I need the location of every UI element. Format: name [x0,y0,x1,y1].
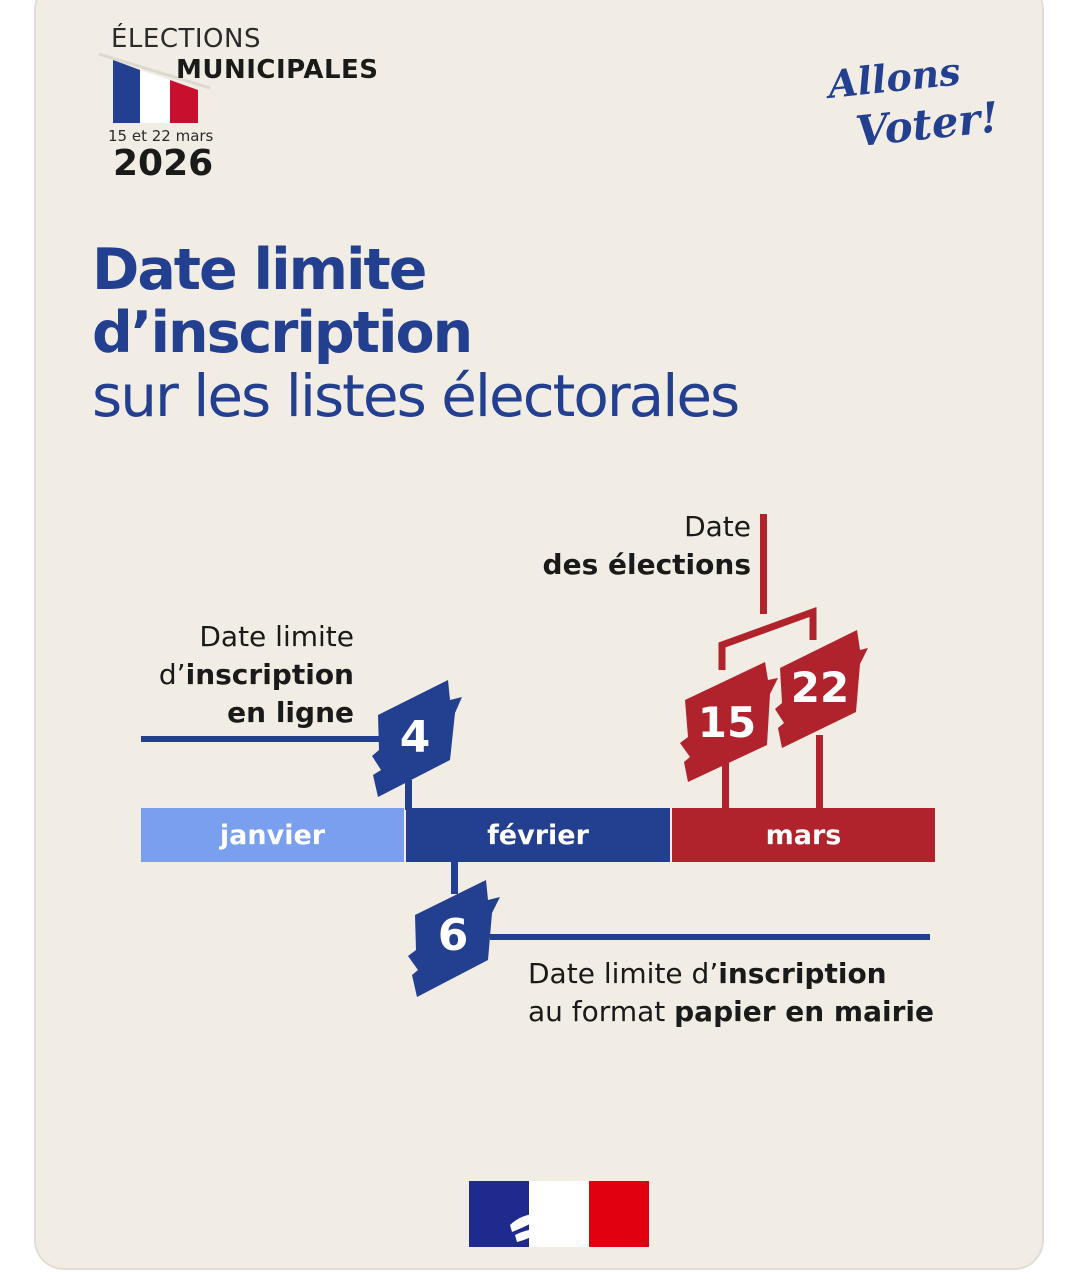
elections-label: ÉLECTIONS [111,24,261,54]
title-line-1: Date limite [92,237,426,303]
paper-line [490,934,930,940]
title-line-3: sur les listes électorales [92,362,739,430]
day-22-label: 22 [790,663,850,712]
day-15-label: 15 [697,698,757,747]
election-year: 2026 [113,143,214,184]
day-6-label: 6 [437,910,469,961]
marianne-logo [469,1181,649,1247]
month-label-mars: mars [765,819,842,851]
month-label-janvier: janvier [219,819,326,851]
online-deadline-label: Date limite d’inscription en ligne [158,620,354,729]
svg-text:Voter!: Voter! [853,92,1002,157]
election-date-label: Date des élections [542,510,751,581]
day-4-label: 4 [399,712,431,763]
online-line [141,736,381,742]
month-label-fevrier: février [487,819,589,851]
municipales-label: MUNICIPALES [176,55,379,85]
election-dates-label: 15 et 22 mars [108,127,214,145]
title-line-2: d’inscription [92,300,472,366]
paper-deadline-label: Date limite d’inscription au format papier en mairie [528,957,934,1028]
svg-text:Allons: Allons [825,48,963,107]
